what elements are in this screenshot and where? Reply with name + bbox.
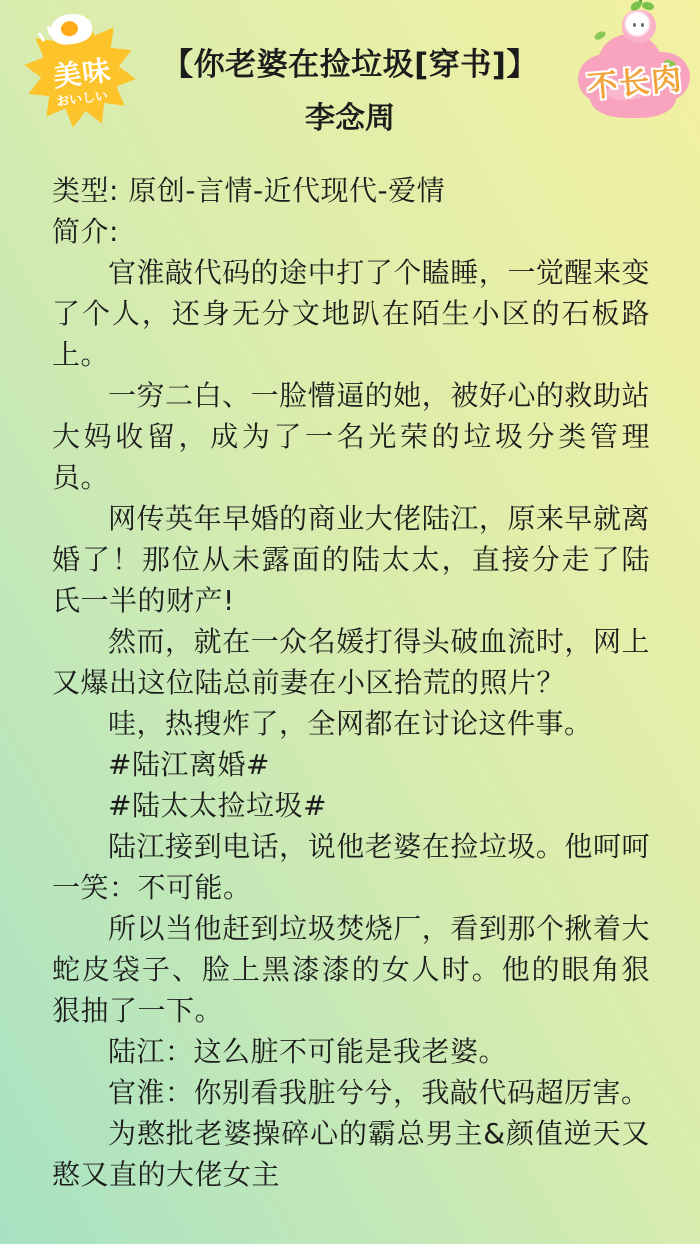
paragraph: 陆江：这么脏不可能是我老婆。	[108, 1035, 508, 1068]
paragraph: 哇，热搜炸了，全网都在讨论这件事。	[108, 707, 593, 740]
sticker-right-text: 不长肉	[585, 61, 685, 106]
sticker-left-main-text: 美味	[51, 53, 113, 94]
sticker-delicious-badge	[24, 12, 140, 130]
sticker-left-sub-text: おいしい	[55, 88, 109, 111]
paragraph: 为憨批老婆操碎心的霸总男主&颜值逆天又憨又直的大佬女主	[52, 1117, 650, 1191]
paragraph: 一穷二白、一脸懵逼的她，被好心的救助站大妈收留，成为了一名光荣的垃圾分类管理员。	[52, 379, 650, 494]
paragraph: 网传英年早婚的商业大佬陆江，原来早就离婚了！那位从未露面的陆太太，直接分走了陆氏一半的财产!	[52, 502, 650, 617]
intro-label: 简介:	[52, 215, 119, 248]
hashtag-line: #陆江离婚#	[108, 748, 270, 781]
page-title: 【你老婆在捡垃圾[穿书]】	[162, 47, 538, 83]
synopsis-body	[52, 170, 650, 1195]
author-name: 李念周	[305, 100, 395, 136]
type-line: 类型: 原创-言情-近代现代-爱情	[52, 174, 446, 207]
paragraph: 官淮敲代码的途中打了个瞌睡，一觉醒来变了个人，还身无分文地趴在陌生小区的石板路上。	[52, 256, 650, 371]
paragraph: 然而，就在一众名媛打得头破血流时，网上又爆出这位陆总前妻在小区拾荒的照片？	[52, 625, 650, 699]
paragraph: 所以当他赶到垃圾焚烧厂，看到那个揪着大蛇皮袋子、脸上黑漆漆的女人时。他的眼角狠狠抽了一下。	[52, 912, 650, 1027]
strawberry-face	[633, 23, 636, 27]
egg-yolk-icon	[60, 20, 79, 37]
leaf-icon	[593, 30, 607, 41]
hashtag-line: #陆太太捡垃圾#	[108, 789, 327, 822]
paragraph: 官淮：你别看我脏兮兮，我敲代码超厉害。	[108, 1076, 650, 1109]
paragraph: 陆江接到电话，说他老婆在捡垃圾。他呵呵一笑：不可能。	[52, 830, 650, 904]
sticker-no-weight-gain-badge	[576, 24, 694, 124]
strawberry-icon	[622, 10, 656, 43]
